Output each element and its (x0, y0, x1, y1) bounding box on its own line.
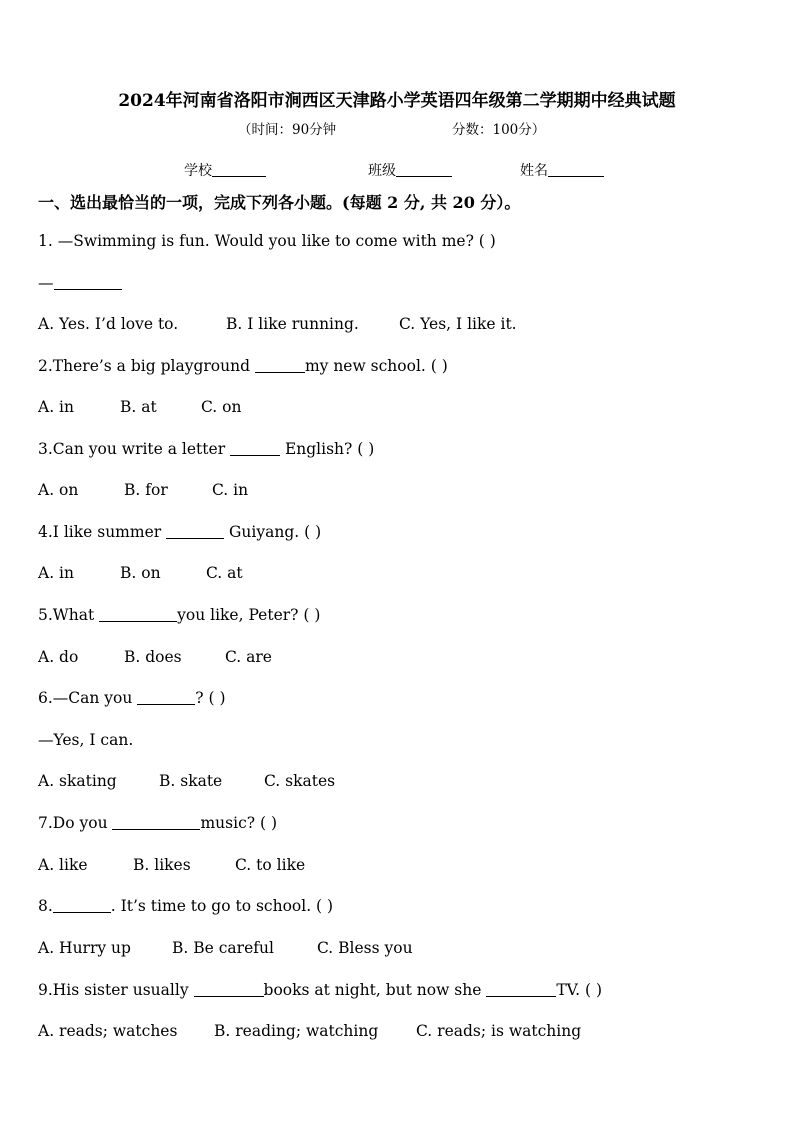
option-c: C. at (206, 564, 243, 582)
option-b: B. does (124, 648, 182, 666)
question-6 (38, 689, 226, 707)
question-text: . It’s time to go to school. ( ) (110, 897, 334, 915)
answer-blank (99, 606, 177, 622)
option-a: A. Yes. I’d love to. (38, 315, 179, 333)
time-limit: （时间：90分钟 (238, 122, 337, 138)
question-4 (38, 523, 321, 541)
question-text: 6.—Can you (38, 689, 138, 707)
question-text: 8. (38, 897, 53, 915)
option-c: C. Yes, I like it. (399, 315, 517, 333)
question-text: TV. ( ) (556, 981, 603, 999)
class-field (368, 160, 452, 180)
option-c: C. are (225, 648, 272, 666)
class-label: 班级 (368, 163, 396, 179)
question-6-options (38, 772, 335, 790)
question-6-reply: —Yes, I can. (38, 731, 134, 749)
option-a: A. in (38, 398, 74, 416)
question-1-reply (38, 274, 122, 292)
question-7 (38, 814, 277, 832)
question-text: 2.There’s a big playground (38, 357, 255, 375)
option-b: B. Be careful (172, 939, 274, 957)
name-blank (548, 162, 604, 177)
answer-blank (112, 814, 200, 830)
option-c: C. in (212, 481, 249, 499)
class-blank (396, 162, 452, 177)
question-7-options (38, 856, 305, 874)
question-4-options (38, 564, 243, 582)
question-8-options (38, 939, 413, 957)
section-heading: 一、选出最恰当的一项，完成下列各小题。(每题 2 分, 共 20 分）。 (38, 193, 521, 212)
option-b: B. skate (159, 772, 223, 790)
option-b: B. I like running. (226, 315, 359, 333)
question-text: 4.I like summer (38, 523, 167, 541)
option-a: A. skating (38, 772, 117, 790)
school-blank (212, 162, 266, 177)
option-a: A. Hurry up (38, 939, 131, 957)
answer-blank (255, 357, 305, 373)
option-b: B. at (120, 398, 157, 416)
exam-title: 2024年河南省洛阳市涧西区天津路小学英语四年级第二学期期中经典试题 (118, 91, 676, 111)
question-3 (38, 440, 374, 458)
option-a: A. in (38, 564, 74, 582)
question-text: Guiyang. ( ) (224, 523, 322, 541)
reply-dash: — (38, 274, 54, 292)
answer-blank (54, 274, 122, 290)
option-c: C. to like (235, 856, 306, 874)
option-a: A. on (38, 481, 79, 499)
question-1-options (38, 315, 517, 333)
option-c: C. on (201, 398, 242, 416)
question-text: 7.Do you (38, 814, 113, 832)
answer-blank (194, 981, 264, 997)
option-a: A. do (38, 648, 79, 666)
answer-blank (166, 523, 224, 539)
answer-blank (53, 897, 111, 913)
question-text: 9.His sister usually (38, 981, 194, 999)
school-field (184, 160, 266, 180)
question-5 (38, 606, 320, 624)
question-5-options (38, 648, 272, 666)
question-3-options (38, 481, 248, 499)
option-a: A. reads; watches (38, 1022, 178, 1040)
answer-blank (230, 440, 280, 456)
name-label: 姓名 (520, 163, 548, 179)
school-label: 学校 (184, 163, 212, 179)
answer-blank (486, 981, 556, 997)
question-9 (38, 981, 602, 999)
option-c: C. Bless you (317, 939, 413, 957)
question-text: 3.Can you write a letter (38, 440, 231, 458)
option-b: B. on (120, 564, 161, 582)
question-1: 1. —Swimming is fun. Would you like to come with me? ( ) (38, 232, 496, 250)
option-c: C. reads; is watching (416, 1022, 582, 1040)
question-2-options (38, 398, 241, 416)
question-9-options (38, 1022, 581, 1040)
question-text: English? ( ) (280, 440, 375, 458)
option-b: B. reading; watching (214, 1022, 379, 1040)
total-score: 分数：100分） (452, 122, 546, 138)
option-b: B. likes (133, 856, 191, 874)
option-c: C. skates (264, 772, 336, 790)
name-field (520, 160, 604, 180)
question-text: you like, Peter? ( ) (177, 606, 321, 624)
question-text: books at night, but now she (263, 981, 487, 999)
question-text: 5.What (38, 606, 100, 624)
option-a: A. like (38, 856, 88, 874)
question-text: music? ( ) (200, 814, 278, 832)
answer-blank (137, 689, 195, 705)
question-8 (38, 897, 333, 915)
option-b: B. for (124, 481, 168, 499)
question-text: my new school. ( ) (304, 357, 448, 375)
question-2 (38, 357, 448, 375)
question-text: ? ( ) (195, 689, 226, 707)
